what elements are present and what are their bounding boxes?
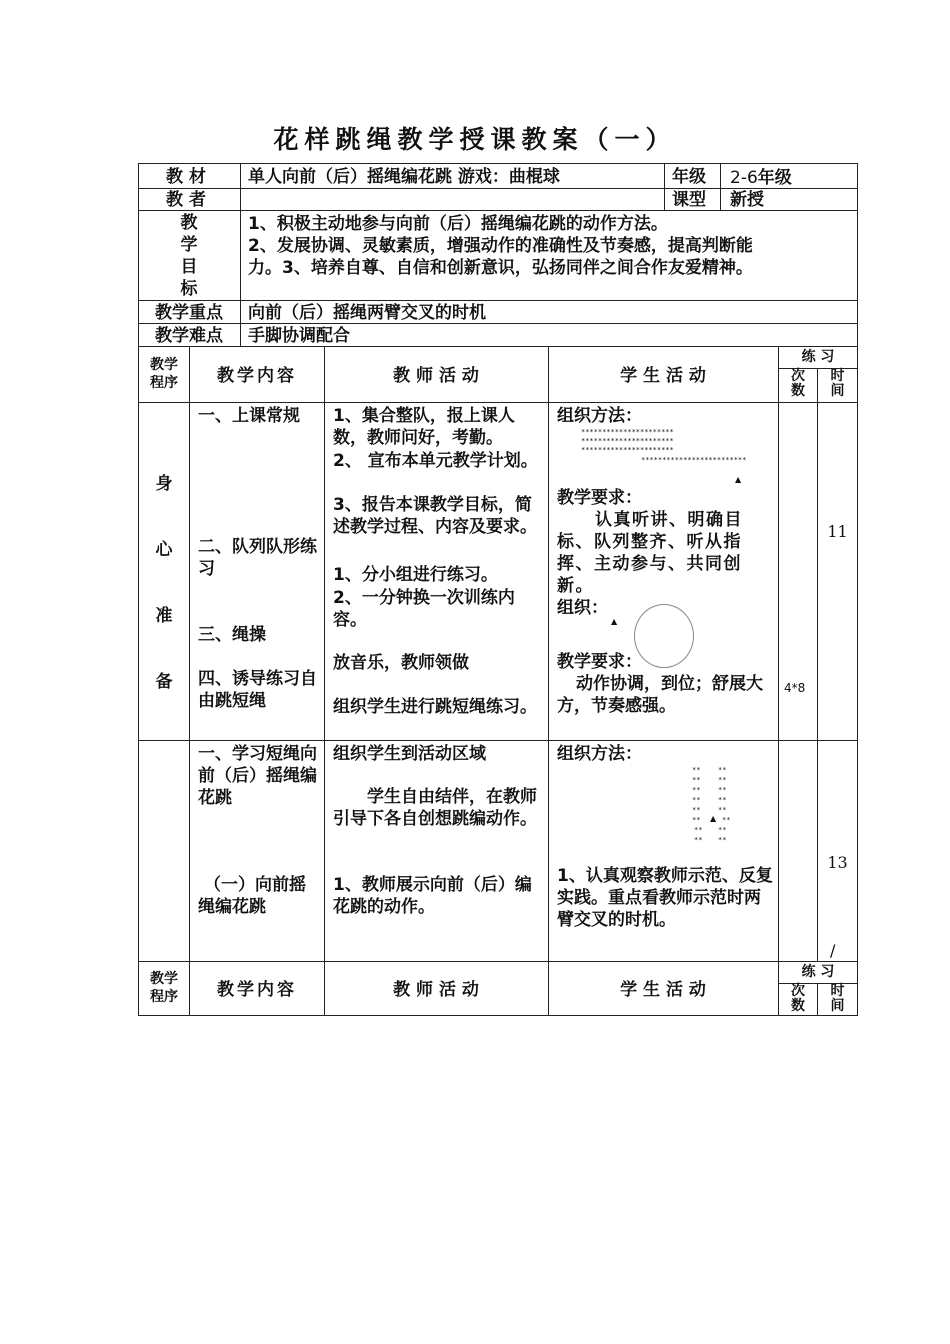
- goals-line-3: 力。3、培养自尊、自信和创新意识，弘扬同伴之间合作友爱精神。: [248, 258, 753, 278]
- formation-row: **********************: [581, 428, 674, 436]
- practice-count: 4*8: [784, 681, 806, 695]
- formation-row: **********************: [581, 437, 674, 445]
- stage-char: 心: [155, 540, 173, 560]
- stage-char: 身: [155, 474, 173, 494]
- material-label: 教材: [166, 167, 212, 187]
- student-req2-label: 教学要求：: [557, 652, 642, 672]
- goals-label-char: 教: [180, 213, 198, 233]
- difficulty-value: 手脚协调配合: [248, 326, 350, 346]
- student-text: 1、认真观察教师示范、反复实践。重点看教师示范时两臂交叉的时机。: [557, 866, 773, 930]
- practice-time: 13: [827, 853, 848, 872]
- goals-label-char: 学: [180, 235, 198, 255]
- header-procedure: 教学 程序: [150, 971, 178, 1005]
- header-student-activity: 学 生 活 动: [620, 366, 706, 386]
- content-item: （一）向前摇绳编花跳: [198, 875, 306, 917]
- header-time: 时 间: [830, 368, 845, 399]
- student-req2-text: 动作协调，到位；舒展大方，节奏感强。: [557, 674, 763, 716]
- content-item: 二、队列队形练习: [198, 537, 317, 579]
- student-req-text: 认真听讲、明确目标、队列整齐、听从指挥、主动参与、共同创新。: [557, 510, 743, 596]
- page-title: 花样跳绳教学授课教案（一）: [273, 125, 677, 154]
- student-org-label: 组织方法：: [557, 744, 642, 764]
- formation-row: *************************: [641, 456, 747, 464]
- lesson-type-value: 新授: [730, 190, 764, 210]
- header-teacher-activity: 教 师 活 动: [393, 980, 479, 1000]
- teacher-label: 教者: [166, 190, 212, 210]
- header-count: 次 数: [791, 368, 805, 399]
- student-org-label: 组织方法：: [557, 406, 642, 426]
- teacher-marker-icon: ▲: [611, 617, 618, 626]
- content-item: 四、诱导练习自由跳短绳: [198, 669, 317, 711]
- teacher-marker-icon: ▲: [710, 814, 717, 823]
- teacher-marker-icon: ▲: [735, 475, 742, 484]
- header-content: 教学内容: [217, 366, 297, 386]
- goals-label-char: 目: [180, 257, 198, 277]
- goals-line-2: 2、发展协调、灵敏素质，增强动作的准确性及节奏感，提高判断能: [248, 236, 753, 256]
- teacher-activity-item: 2、 宣布本单元教学计划。: [333, 451, 538, 471]
- teacher-activity-item: 1、教师展示向前（后）编花跳的动作。: [333, 875, 532, 917]
- header-teacher-activity: 教 师 活 动: [393, 366, 479, 386]
- material-value: 单人向前（后）摇绳编花跳 游戏：曲棍球: [248, 167, 560, 187]
- teacher-activity-item: 1、分小组进行练习。: [333, 565, 498, 585]
- teacher-activity-item: 3、报告本课教学目标，简述教学过程、内容及要求。: [333, 495, 537, 537]
- practice-time: 11: [827, 522, 848, 541]
- content-item: 一、上课常规: [198, 406, 300, 426]
- goals-line-1: 1、积极主动地参与向前（后）摇绳编花跳的动作方法。: [248, 214, 668, 234]
- header-procedure: 教学 程序: [150, 357, 178, 391]
- key-label: 教学重点: [155, 303, 223, 323]
- difficulty-label: 教学难点: [155, 326, 223, 346]
- student-req-label: 教学要求：: [557, 488, 642, 508]
- pair-formation: ** ** ** ** ** ** ** ** ** ** ** ▲ ** ** ** ** **: [692, 766, 731, 844]
- teacher-activity-item: 组织学生进行跳短绳练习。: [333, 697, 537, 717]
- header-practice: 练 习: [801, 349, 835, 365]
- student-org2-label: 组织：: [557, 598, 608, 618]
- key-value: 向前（后）摇绳两臂交叉的时机: [248, 303, 486, 323]
- practice-slash: /: [830, 941, 836, 960]
- teacher-activity-item: 1、集合整队，报上课人数，教师问好，考勤。: [333, 406, 515, 448]
- header-practice: 练 习: [801, 964, 835, 980]
- grade-value-suffix: 年级: [757, 168, 792, 188]
- formation-row: **********************: [581, 446, 674, 454]
- goals-label-char: 标: [180, 279, 198, 299]
- header-count: 次 数: [791, 983, 805, 1014]
- content-item: 三、绳操: [198, 625, 266, 645]
- teacher-activity-item: 2、一分钟换一次训练内容。: [333, 588, 515, 630]
- teacher-activity-item: 放音乐，教师领做: [333, 653, 469, 673]
- content-item: 一、学习短绳向前（后）摇绳编花跳: [198, 744, 317, 808]
- grade-value-num: 2-6: [730, 168, 758, 188]
- stage-char: 准: [155, 606, 173, 626]
- grade-label: 年级: [672, 167, 706, 187]
- stage-char: 备: [155, 672, 173, 692]
- circle-formation: [634, 604, 694, 668]
- header-content: 教学内容: [217, 980, 297, 1000]
- teacher-activity-item: 学生自由结伴，在教师引导下各自创想跳编动作。: [333, 787, 537, 829]
- lesson-type-label: 课型: [672, 190, 706, 210]
- header-time: 时 间: [830, 983, 845, 1014]
- header-student-activity: 学 生 活 动: [620, 980, 706, 1000]
- teacher-activity-item: 组织学生到活动区域: [333, 744, 486, 764]
- goals-label: [140, 212, 238, 300]
- grade-value: [730, 167, 792, 189]
